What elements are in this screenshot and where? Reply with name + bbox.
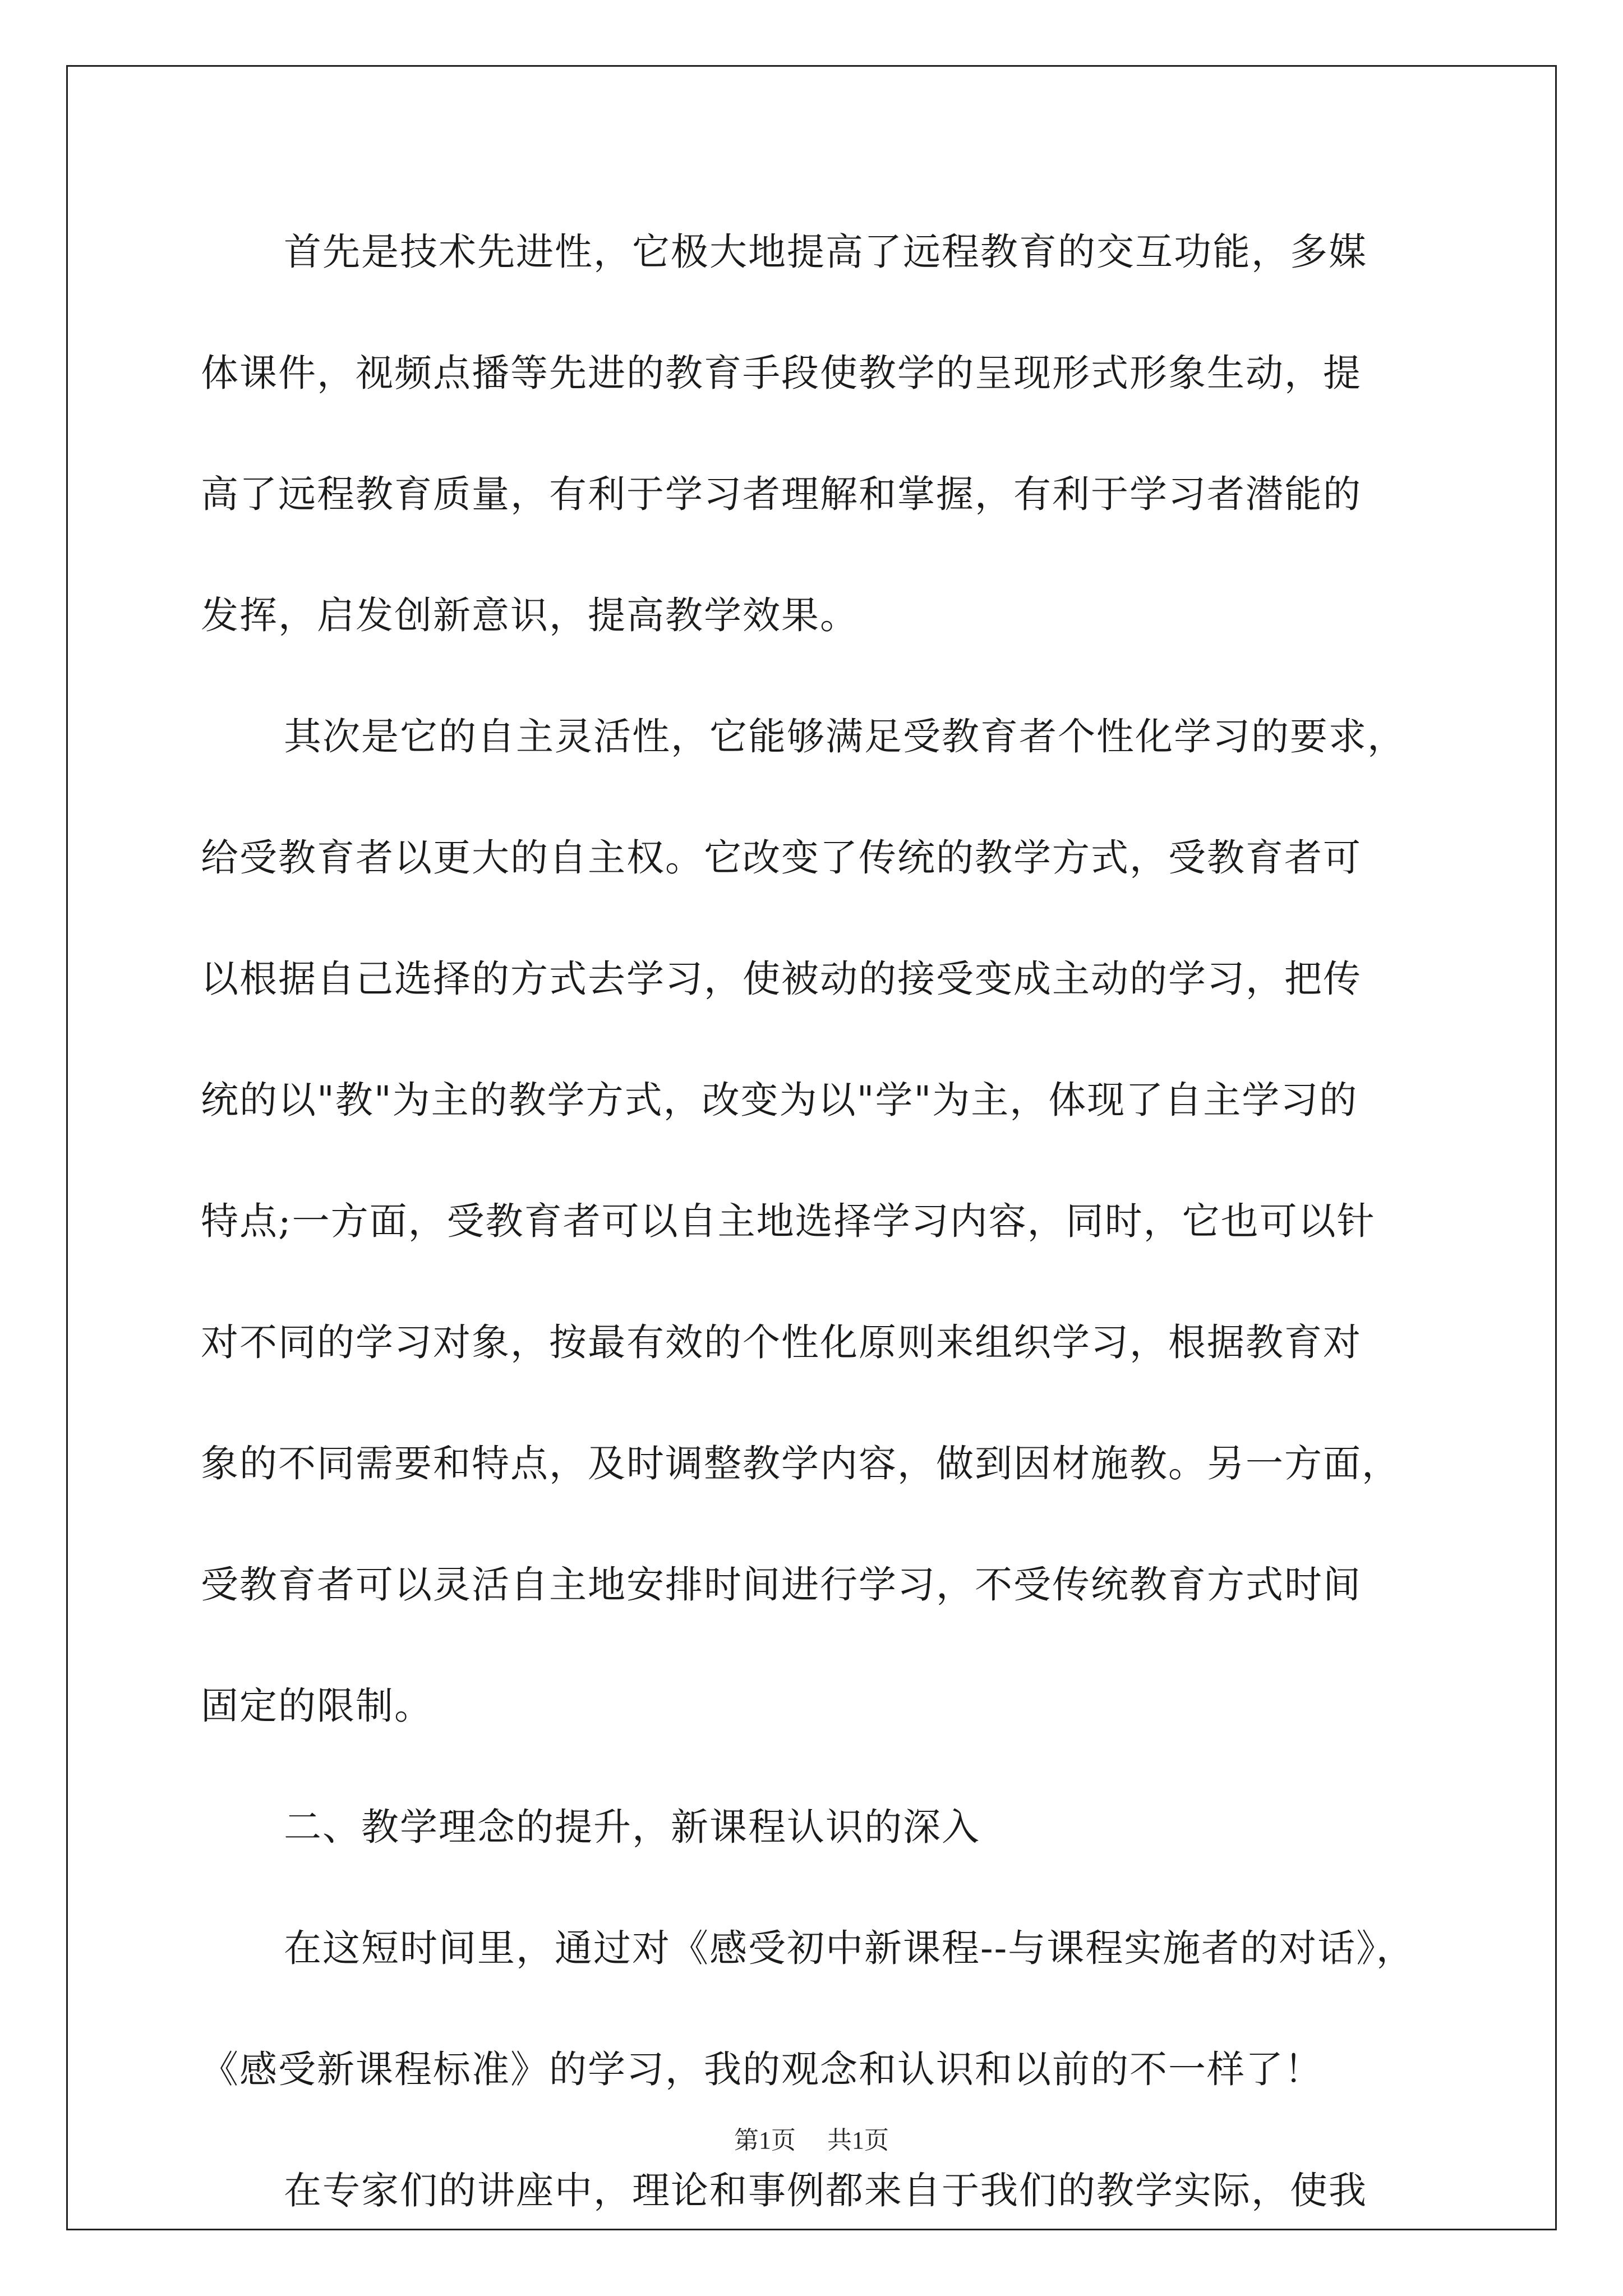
paragraph-line: 《感受新课程标准》的学习，我的观念和认识和以前的不一样了！ (201, 2047, 1323, 2091)
paragraph-line: 首先是技术先进性，它极大地提高了远程教育的交互功能，多媒 (284, 230, 1367, 274)
paragraph-line: 受教育者可以灵活自主地安排时间进行学习，不受传统教育方式时间 (201, 1563, 1362, 1607)
paragraph-line: 统的以"教"为主的教学方式，改变为以"学"为主，体现了自主学习的 (201, 1078, 1358, 1122)
paragraph-line: 象的不同需要和特点，及时调整教学内容，做到因材施教。另一方面， (201, 1442, 1400, 1485)
page-footer (0, 2124, 1623, 2157)
paragraph-line: 给受教育者以更大的自主权。它改变了传统的教学方式，受教育者可 (201, 836, 1362, 880)
paragraph-line: 在专家们的讲座中，理论和事例都来自于我们的教学实际，使我 (284, 2169, 1367, 2212)
paragraph-line: 发挥，启发创新意识，提高教学效果。 (201, 593, 859, 637)
paragraph-line: 固定的限制。 (201, 1684, 433, 1728)
paragraph-line: 以根据自己选择的方式去学习，使被动的接受变成主动的学习，把传 (201, 957, 1362, 1001)
paragraph-line: 其次是它的自主灵活性，它能够满足受教育者个性化学习的要求， (284, 715, 1406, 758)
paragraph-line: 体课件，视频点播等先进的教育手段使教学的呈现形式形象生动，提 (201, 351, 1362, 395)
paragraph-line: 对不同的学习对象，按最有效的个性化原则来组织学习，根据教育对 (201, 1320, 1362, 1364)
paragraph-line: 在这短时间里，通过对《感受初中新课程--与课程实施者的对话》， (284, 1926, 1415, 1970)
page-number: 第1页 (734, 2127, 796, 2154)
section-heading: 二、教学理念的提升，新课程认识的深入 (284, 1805, 980, 1849)
paragraph-line: 高了远程教育质量，有利于学习者理解和掌握，有利于学习者潜能的 (201, 472, 1362, 516)
paragraph-line: 特点;一方面，受教育者可以自主地选择学习内容，同时，它也可以针 (201, 1199, 1376, 1243)
page-total: 共1页 (827, 2127, 889, 2154)
